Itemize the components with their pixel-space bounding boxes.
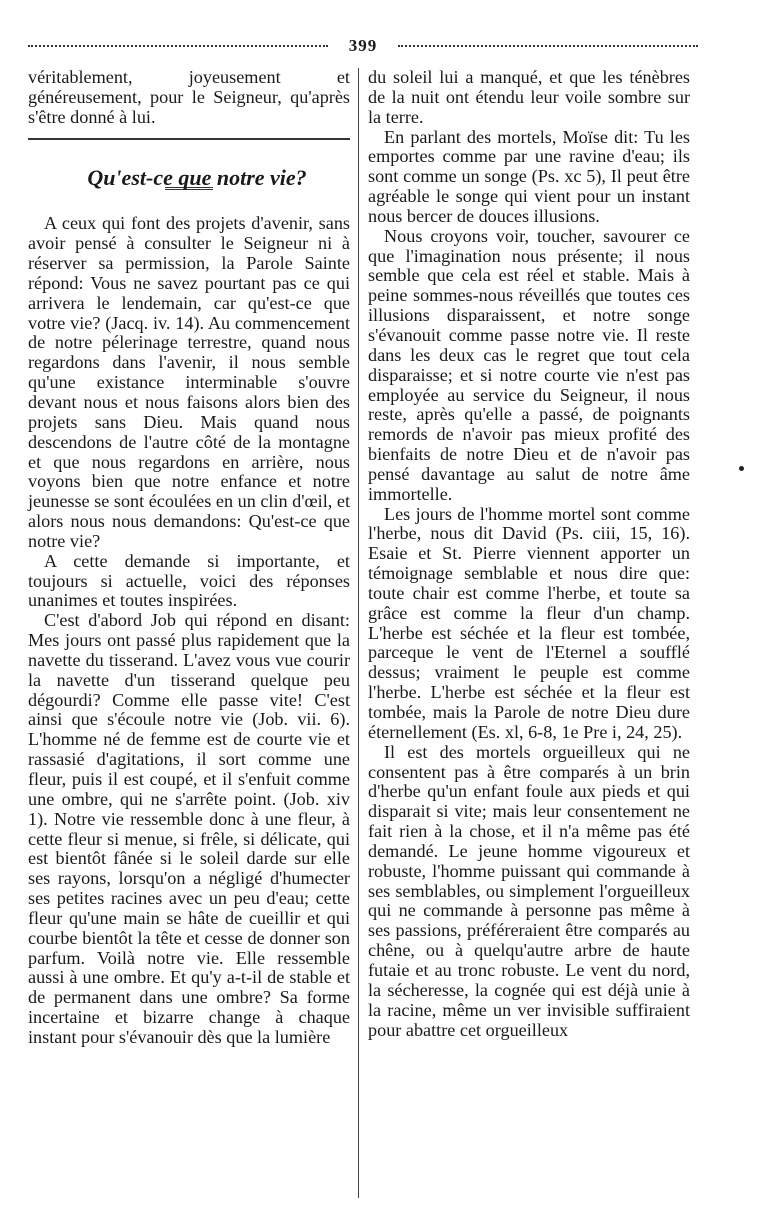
paragraph: C'est d'abord Job qui répond en disant: Mes jours ont passé plus rapidement que la navette du tisserand. L'avez vous vue courir la navette d'un tisserand quelque peu dégourdi? Comme elle passe vite! C'est ainsi que s'écoule notre vie (Job. vii. 6). L'homme né de femme est de courte vie et rassasié d'agitations, il sort comme une fleur, puis il est coupé, et il s'enfuit comme une ombre, qui ne s'arrête point. (Job. xiv 1). Notre vie ressemble donc à une fleur, à cette fleur si menue, si frêle, si délicate, qui est bientôt fânée si le soleil darde sur elle ses rayons, lorsqu'on a négligé d'humecter ses petites racines avec un peu d'eau; cette fleur qu'une main se hâte de cueillir et qui courbe bientôt la tête et cesse de donner son parfum. Voilà notre vie. Elle ressemble aussi à une ombre. Et qu'y a-t-il de stable et de permanent dans une ombre? Sa forme incertaine et bizarre change à chaque instant pour s'évanouir dès que la lumière bbox=[28, 610, 350, 1047]
margin-dot bbox=[739, 466, 744, 471]
paragraph: A cette demande si importante, et toujours si actuelle, voici des réponses unanimes et toutes inspirées. bbox=[28, 550, 350, 611]
paragraph: En parlant des mortels, Moïse dit: Tu les emportes comme par une ravine d'eau; ils sont comme un songe (Ps. xc 5), Il peut être agréable le songe qui vient pour un instant nous bercer de douces illusions. bbox=[368, 126, 690, 226]
header-rule-left bbox=[28, 45, 328, 47]
paragraph: du soleil lui a manqué, et que les ténèbres de la nuit ont étendu leur voile sombre sur la terre. bbox=[368, 67, 690, 127]
left-column bbox=[28, 68, 350, 1048]
paragraph: Il est des mortels orgueilleux qui ne consentent pas à être comparés à un brin d'herbe qu'un enfant foule aux pieds et qui disparait si vite; mais leur consentement ne fait rien à la chose, et il n'a même pas été demandé. Le jeune homme vigoureux et robuste, l'homme puissant qui commande à ses semblables, ou simplement l'orgueilleux qui ne commande à personne pas même à ses passions, préféreraient être comparés au chêne, ou à quelqu'autre arbre de haute futaie et au tronc robuste. Le vent du nord, la sécheresse, la cognée qui est déjà unie à la racine, même un ver invisible suffiraient pour abattre cet orgueilleux bbox=[368, 741, 690, 1040]
paragraph: A ceux qui font des projets d'avenir, sans avoir pensé à consulter le Seigneur ni à réserver sa permission, la Parole Sainte répond: Vous ne savez pourtant pas ce qui arrivera le lendemain, car qu'est-ce que votre vie? (Jacq. iv. 14). Au commencement de notre pélerinage terrestre, quand nous regardons dans l'avenir, il nous semble qu'une existance interminable s'ouvre devant nous et nous faisons alors bien des projets sans Dieu. Mais quand nous descendons de l'autre côté de la montagne et que nous regardons en arrière, nous voyons bien que notre enfance et notre jeunesse se sont écoulées en un clin d'œil, et alors nous nous demandons: Qu'est-ce que notre vie? bbox=[28, 213, 350, 551]
paragraph: Nous croyons voir, toucher, savourer ce que l'imagination nous présente; il nous semble que cela est réel et stable. Mais à peine sommes-nous réveillés que toutes ces illusions disparaissent, et notre songe s'évanouit comme passe notre vie. Il reste dans les deux cas le regret que tout cela disparaisse; et si notre courte vie n'est pas employée au service du Seigneur, il nous reste, après qu'elle a passé, de poignants remords de n'avoir pas mieux profité des bienfaits de notre Dieu et de n'avoir pas pensé davantage au salut de notre âme immortelle. bbox=[368, 225, 690, 504]
opening-text: véritablement, joyeusement et généreusement, pour le Seigneur, qu'après s'être donné à lui. bbox=[28, 67, 350, 127]
page-header bbox=[28, 36, 698, 56]
header-rule-right bbox=[398, 45, 698, 47]
article-title: Qu'est-ce que notre vie? bbox=[87, 164, 307, 190]
right-column bbox=[368, 68, 690, 1040]
paragraph: Les jours de l'homme mortel sont comme l'herbe, nous dit David (Ps. ciii, 15, 16). Esaie et St. Pierre viennent apporter un témoignage semblable et nous dire que: toute chair est comme l'herbe, et toute sa grâce est comme la fleur d'un champ. L'herbe est séchée et la fleur est tombée, parceque le vent de l'Eternel a soufflé dessus; vraiment le peuple est comme l'herbe. L'herbe est séchée et la fleur est tombée, mais la Parole de notre Dieu dure éternellement (Es. xl, 6-8, 1e Pre i, 24, 25). bbox=[368, 503, 690, 742]
section-divider bbox=[28, 138, 350, 140]
column-divider bbox=[358, 68, 359, 1198]
page-number: 399 bbox=[348, 36, 378, 55]
